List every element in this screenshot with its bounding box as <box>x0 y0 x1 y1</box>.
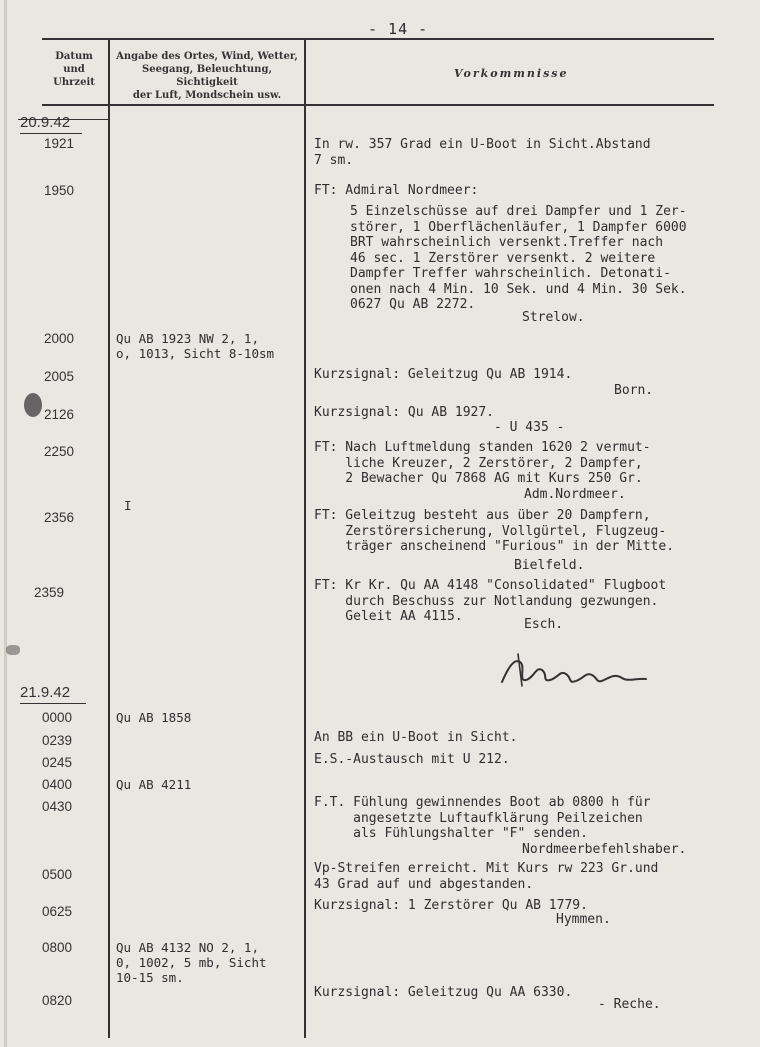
header-datum-line: Uhrzeit <box>53 77 95 88</box>
time-entry: 1921 <box>44 136 75 151</box>
header-location <box>110 50 304 102</box>
margin-stain <box>6 645 20 655</box>
time-entry: 2359 <box>34 585 65 600</box>
header-top-rule <box>42 38 714 40</box>
place-entry: Qu AB 1858 <box>116 710 192 725</box>
time-entry: 2000 <box>44 331 75 346</box>
event-signature: Esch. <box>524 617 564 632</box>
time-entry: 0625 <box>42 904 73 919</box>
event-signature: Born. <box>614 383 654 398</box>
header-events: Vorkommnisse <box>454 67 569 80</box>
event-entry: FT: Geleitzug besteht aus über 20 Dampfern, Zerstörersicherung, Vollgürtel, Flugzeug- träger anscheinend "Furious" in der Mitte. <box>314 508 675 554</box>
event-signature: Nordmeerbefehlshaber. <box>522 842 687 857</box>
event-signature: Adm.Nordmeer. <box>524 487 626 502</box>
place-entry: I <box>124 498 132 513</box>
time-entry: 2126 <box>44 407 75 422</box>
event-entry: FT: Admiral Nordmeer: <box>314 183 479 198</box>
time-entry: 2005 <box>44 369 75 384</box>
date-entry: 20.9.42 <box>20 114 71 131</box>
event-entry: Kurzsignal: Geleitzug Qu AB 1914. <box>314 367 573 382</box>
event-entry: 5 Einzelschüsse auf drei Dampfer und 1 Zer- störer, 1 Oberflächenläufer, 1 Dampfer 6000 BRT wahrscheinlich versenkt.Treffer nach 46 sec. 1 Zerstörer versenkt. 2 weitere Dampfer Treffer wahrscheinlich. Detonati- onen nach 4 Min. 10 Sek. und 4 Min. 30 Sek. 0627 Qu AB 2272. <box>350 204 687 312</box>
time-entry: 0820 <box>42 993 73 1008</box>
event-entry: E.S.-Austausch mit U 212. <box>314 752 510 767</box>
time-entry: 2250 <box>44 444 75 459</box>
time-entry: 2356 <box>44 510 75 525</box>
event-entry: Kurzsignal: Geleitzug Qu AA 6330. <box>314 985 573 1000</box>
event-heading: - U 435 - <box>494 420 565 435</box>
event-entry: An BB ein U-Boot in Sicht. <box>314 730 518 745</box>
event-entry: FT: Kr Kr. Qu AA 4148 "Consolidated" Flugboot durch Beschuss zur Notlandung gezwungen. Geleit AA 4115. <box>314 578 667 624</box>
event-entry: FT: Nach Luftmeldung standen 1620 2 vermut- liche Kreuzer, 2 Zerstörer, 2 Dampfer, 2 Bewacher Qu 7868 AG mit Kurs 250 Gr. <box>314 440 651 486</box>
event-signature: - Reche. <box>598 997 661 1012</box>
event-entry: F.T. Fühlung gewinnendes Boot ab 0800 h für angesetzte Luftaufklärung Peilzeichen als Fühlungshalter "F" senden. <box>314 795 651 841</box>
date-entry: 21.9.42 <box>20 684 71 701</box>
event-entry: In rw. 357 Grad ein U-Boot in Sicht.Abstand 7 sm. <box>314 137 651 168</box>
header-bottom-rule <box>42 104 714 106</box>
handwritten-signature <box>496 648 660 690</box>
event-signature: Bielfeld. <box>514 558 585 573</box>
column-divider-2 <box>304 38 306 1038</box>
place-entry: Qu AB 4132 NO 2, 1, 0, 1002, 5 mb, Sicht 10-15 sm. <box>116 940 267 985</box>
event-entry: Vp-Streifen erreicht. Mit Kurs rw 223 Gr.und 43 Grad auf und abgestanden. <box>314 861 659 892</box>
place-entry: Qu AB 1923 NW 2, 1, o, 1013, Sicht 8-10sm <box>116 331 275 361</box>
date-underline <box>20 703 86 704</box>
header-datum <box>46 50 102 89</box>
header-location-line: Seegang, Beleuchtung, Sichtigkeit <box>142 64 272 88</box>
header-datum-line: Datum <box>55 51 93 62</box>
time-entry: 0239 <box>42 733 73 748</box>
time-entry: 0430 <box>42 799 73 814</box>
column-divider-1 <box>108 38 110 1038</box>
header-location-line: Angabe des Ortes, Wind, Wetter, <box>116 51 298 62</box>
time-entry: 0400 <box>42 777 73 792</box>
time-entry: 0800 <box>42 940 73 955</box>
event-entry: Kurzsignal: Qu AB 1927. <box>314 405 495 420</box>
event-signature: Hymmen. <box>556 912 611 927</box>
header-datum-line: und <box>63 64 85 75</box>
event-entry: Kurzsignal: 1 Zerstörer Qu AB 1779. <box>314 898 588 913</box>
time-entry: 0000 <box>42 710 73 725</box>
time-entry: 0245 <box>42 755 73 770</box>
punch-hole-mark <box>24 393 42 417</box>
date-underline <box>20 133 82 134</box>
time-entry: 1950 <box>44 183 75 198</box>
place-entry: Qu AB 4211 <box>116 777 192 792</box>
event-signature: Strelow. <box>522 310 585 325</box>
page-number: - 14 - <box>368 20 429 38</box>
page-edge-shadow <box>4 0 7 1047</box>
time-entry: 0500 <box>42 867 73 882</box>
header-location-line: der Luft, Mondschein usw. <box>132 90 282 101</box>
